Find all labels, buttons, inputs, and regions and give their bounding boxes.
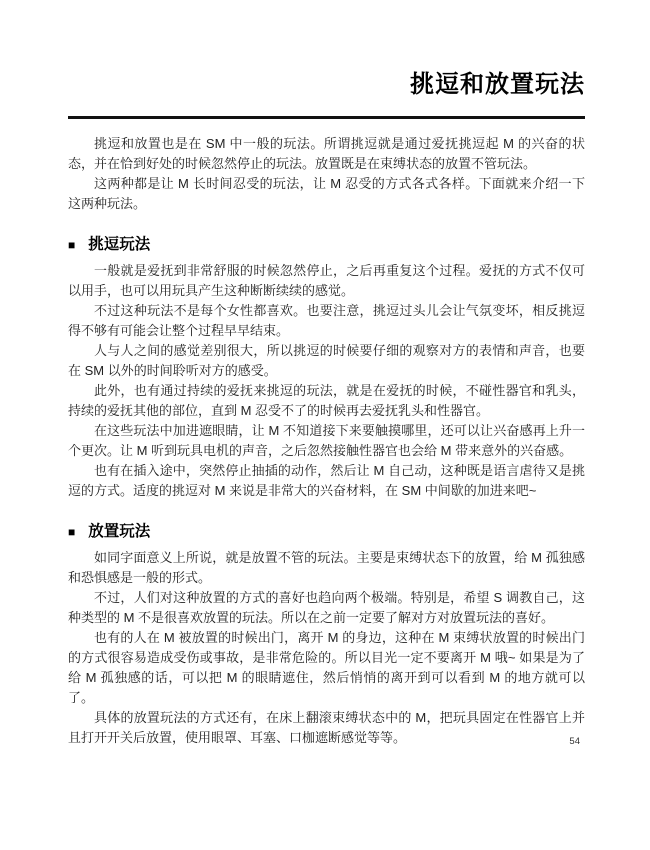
- section-heading-label: 挑逗玩法: [88, 235, 151, 253]
- section-heading-label: 放置玩法: [88, 522, 151, 540]
- intro-paragraph: 这两种都是让 M 长时间忍受的玩法，让 M 忍受的方式各式各样。下面就来介绍一下这两种玩法。: [68, 175, 585, 211]
- section-heading-leaving: [68, 521, 585, 543]
- square-bullet-icon: ■: [68, 238, 76, 253]
- body-paragraph: 在这些玩法中加进遮眼睛，让 M 不知道接下来要触摸哪里，还可以让兴奋感再上升一个更次。让 M 听到玩具电机的声音，之后忽然接触性器官也会给 M 带来意外的兴奋感。: [68, 422, 585, 458]
- body-paragraph: 一般就是爱抚到非常舒服的时候忽然停止，之后再重复这个过程。爱抚的方式不仅可以用手，也可以用玩具产生这种断断续续的感觉。: [68, 262, 585, 298]
- square-bullet-icon: ■: [68, 525, 76, 540]
- body-paragraph: 此外，也有通过持续的爱抚来挑逗的玩法，就是在爱抚的时候，不碰性器官和乳头，持续的爱抚其他的部位，直到 M 忍受不了的时候再去爱抚乳头和性器官。: [68, 382, 585, 418]
- page-number: 54: [569, 736, 580, 747]
- body-paragraph: 如同字面意义上所说，就是放置不管的玩法。主要是束缚状态下的放置，给 M 孤独感和恐惧感是一般的形式。: [68, 549, 585, 585]
- body-paragraph: 不过这种玩法不是每个女性都喜欢。也要注意，挑逗过头儿会让气氛变坏，相反挑逗得不够有可能会让整个过程早早结束。: [68, 302, 585, 338]
- body-paragraph: 也有的人在 M 被放置的时候出门，离开 M 的身边，这种在 M 束缚状放置的时候出门的方式很容易造成受伤或事故，是非常危险的。所以目光一定不要离开 M 哦~ 如果是为了给 M 孤独感的话，可以把 M 的眼睛遮住，然后悄悄的离开到可以看到 M 的地方就可以了。: [68, 629, 585, 705]
- intro-paragraph: 挑逗和放置也是在 SM 中一般的玩法。所谓挑逗就是通过爱抚挑逗起 M 的兴奋的状态，并在恰到好处的时候忽然停止的玩法。放置既是在束缚状态的放置不管玩法。: [68, 135, 585, 171]
- document-body: [68, 134, 585, 748]
- body-paragraph: 具体的放置玩法的方式还有，在床上翻滚束缚状态中的 M，把玩具固定在性器官上并且打开开关后放置，使用眼罩、耳塞、口枷遮断感觉等等。: [68, 709, 585, 745]
- body-paragraph: 人与人之间的感觉差别很大，所以挑逗的时候要仔细的观察对方的表情和声音，也要在 SM 以外的时间聆听对方的感受。: [68, 342, 585, 378]
- body-paragraph: 也有在插入途中，突然停止抽插的动作，然后让 M 自己动，这种既是语言虐待又是挑逗的方式。适度的挑逗对 M 来说是非常大的兴奋材料，在 SM 中间歇的加进来吧~: [68, 462, 585, 498]
- page-title: 挑逗和放置玩法: [410, 71, 585, 98]
- title-rule: [68, 116, 585, 119]
- section-heading-teasing: [68, 234, 585, 256]
- body-paragraph: 不过，人们对这种放置的方式的喜好也趋向两个极端。特别是，希望 S 调教自己，这种类型的 M 不是很喜欢放置的玩法。所以在之前一定要了解对方对放置玩法的喜好。: [68, 589, 585, 625]
